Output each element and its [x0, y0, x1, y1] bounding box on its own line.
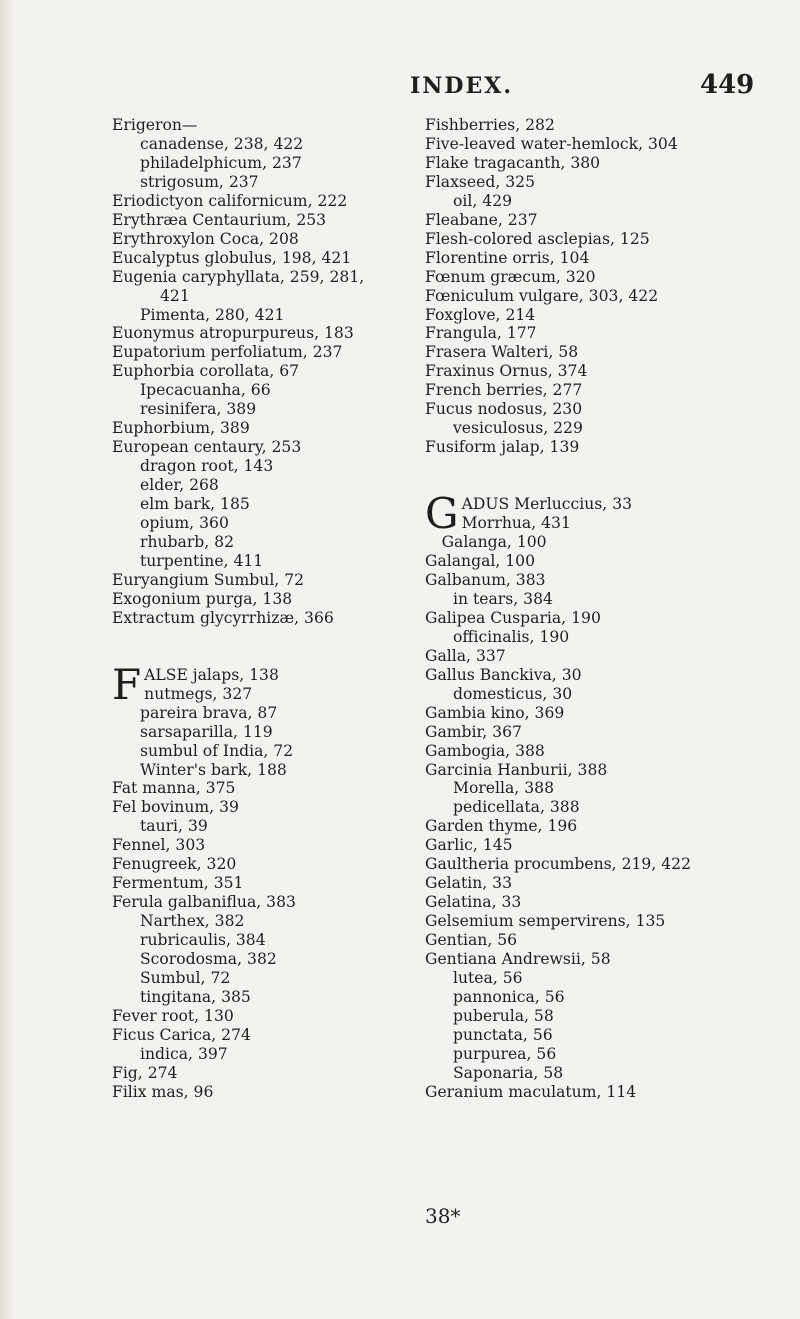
- index-entry: Fig, 274: [112, 1063, 178, 1082]
- index-entry: Gambogia, 388: [425, 741, 545, 760]
- index-entry: Extractum glycyrrhizæ, 366: [112, 608, 334, 627]
- index-subentry: Pimenta, 280, 421: [140, 305, 285, 324]
- section-gap: [112, 628, 457, 666]
- page-spine-shadow: [0, 0, 14, 1319]
- index-subentry: dragon root, 143: [140, 457, 274, 476]
- index-entry: Flake tragacanth, 380: [425, 153, 601, 172]
- index-entry: Fishberries, 282: [425, 116, 555, 134]
- index-entry: Euonymus atropurpureus, 183: [112, 324, 354, 343]
- index-subentry: tingitana, 385: [140, 987, 251, 1006]
- index-entry: Fraxinus Ornus, 374: [425, 362, 588, 381]
- index-entry: Erigeron—: [112, 116, 198, 134]
- index-entry: Galanga, 100: [441, 533, 547, 552]
- index-entry: Morrhua, 431: [461, 514, 571, 533]
- index-subentry: turpentine, 411: [140, 551, 264, 570]
- index-subentry: indica, 397: [140, 1044, 228, 1063]
- index-entry: Five-leaved water-hemlock, 304: [425, 134, 678, 153]
- index-entry: Eucalyptus globulus, 198, 421: [112, 248, 352, 267]
- index-entry: Euphorbia corollata, 67: [112, 362, 300, 381]
- index-entry: Gallus Banckiva, 30: [425, 665, 582, 684]
- index-entry: Gentiana Andrewsii, 58: [425, 950, 611, 969]
- index-subentry: elm bark, 185: [140, 495, 250, 514]
- left-column: [112, 116, 457, 1102]
- index-subentry: Sumbul, 72: [140, 968, 231, 987]
- index-subentry: oil, 429: [453, 191, 513, 210]
- section-gap: [425, 457, 770, 495]
- index-subentry: rhubarb, 82: [140, 532, 235, 551]
- index-group-g: [425, 533, 770, 1102]
- index-entry: Fel bovinum, 39: [112, 798, 239, 817]
- index-entry: Euryangium Sumbul, 72: [112, 570, 305, 589]
- index-entry: Galipea Cusparia, 190: [425, 608, 601, 627]
- index-entry: Garden thyme, 196: [425, 817, 578, 836]
- index-entry: Eugenia caryphyllata, 259, 281,: [112, 267, 365, 286]
- index-subentry: puberula, 58: [453, 1006, 554, 1025]
- index-subentry: Winter's bark, 188: [140, 760, 287, 779]
- index-group-e: [112, 116, 457, 628]
- index-entry: Fenugreek, 320: [112, 855, 237, 874]
- index-subentry: purpurea, 56: [453, 1044, 557, 1063]
- index-subentry: in tears, 384: [453, 589, 553, 608]
- index-entry: Gelatina, 33: [425, 893, 522, 912]
- index-group-f-continued: [425, 116, 770, 457]
- index-entry: Geranium maculatum, 114: [425, 1082, 637, 1101]
- index-entry: Fœnum græcum, 320: [425, 267, 596, 286]
- index-entry: Fennel, 303: [112, 836, 206, 855]
- index-subentry: canadense, 238, 422: [140, 134, 304, 153]
- signature-mark: 38*: [425, 1204, 461, 1228]
- index-entry: ADUS Merluccius, 33: [461, 495, 633, 514]
- index-entry: European centaury, 253: [112, 438, 302, 457]
- index-entry: Frangula, 177: [425, 324, 537, 343]
- index-entry: Flaxseed, 325: [425, 172, 536, 191]
- index-entry: Garcinia Hanburii, 388: [425, 760, 608, 779]
- index-entry: Gentian, 56: [425, 931, 518, 950]
- index-subentry: elder, 268: [140, 476, 219, 495]
- index-letter-f: [112, 659, 457, 709]
- index-subentry: resinifera, 389: [140, 400, 257, 419]
- index-subentry: Saponaria, 58: [453, 1063, 564, 1082]
- index-subentry: 421: [160, 286, 190, 305]
- index-group-f: [112, 704, 457, 1102]
- index-entry: Fucus nodosus, 230: [425, 400, 583, 419]
- index-subentry: pedicellata, 388: [453, 798, 580, 817]
- index-subentry: opium, 360: [140, 514, 229, 533]
- index-entry: Frasera Walteri, 58: [425, 343, 579, 362]
- page-header: [0, 70, 800, 102]
- index-subentry: punctata, 56: [453, 1025, 553, 1044]
- index-entry: Euphorbium, 389: [112, 419, 250, 438]
- index-subentry: domesticus, 30: [453, 684, 573, 703]
- index-entry: Fusiform jalap, 139: [425, 438, 580, 457]
- index-entry: Erythroxylon Coca, 208: [112, 229, 299, 248]
- index-entry: ALSE jalaps, 138: [144, 665, 279, 684]
- index-entry: Galbanum, 383: [425, 570, 546, 589]
- index-entry: Garlic, 145: [425, 836, 513, 855]
- index-entry: Ficus Carica, 274: [112, 1025, 251, 1044]
- page-number: 449: [700, 70, 755, 100]
- index-subentry: pareira brava, 87: [140, 703, 278, 722]
- index-entry: Gelsemium sempervirens, 135: [425, 912, 666, 931]
- index-entry: Fermentum, 351: [112, 874, 244, 893]
- index-entry: Flesh-colored asclepias, 125: [425, 229, 650, 248]
- running-head: INDEX.: [410, 73, 513, 99]
- right-column: [425, 116, 770, 1102]
- index-letter-g: [425, 489, 770, 539]
- index-subentry: strigosum, 237: [140, 172, 259, 191]
- index-entry: Filix mas, 96: [112, 1082, 214, 1101]
- index-subentry: rubricaulis, 384: [140, 931, 266, 950]
- index-entry: Gelatin, 33: [425, 874, 513, 893]
- drop-cap-f: F: [112, 659, 142, 709]
- index-subentry: Narthex, 382: [140, 912, 245, 931]
- index-subentry: sumbul of India, 72: [140, 741, 294, 760]
- index-entry: Eupatorium perfoliatum, 237: [112, 343, 343, 362]
- index-entry: French berries, 277: [425, 381, 583, 400]
- index-entry: Fleabane, 237: [425, 210, 538, 229]
- index-subentry: Morella, 388: [453, 779, 554, 798]
- index-entry: Galla, 337: [425, 646, 506, 665]
- index-entry: Gambir, 367: [425, 722, 522, 741]
- index-entry: Exogonium purga, 138: [112, 589, 293, 608]
- index-subentry: Scorodosma, 382: [140, 950, 277, 969]
- index-subentry: tauri, 39: [140, 817, 208, 836]
- index-entry: Galangal, 100: [425, 552, 536, 571]
- index-entry: Eriodictyon californicum, 222: [112, 191, 348, 210]
- drop-cap-g: G: [425, 489, 459, 539]
- index-entry: Ferula galbaniflua, 383: [112, 893, 296, 912]
- index-entry: Foxglove, 214: [425, 305, 536, 324]
- index-subentry: pannonica, 56: [453, 987, 565, 1006]
- index-entry: Gambia kino, 369: [425, 703, 565, 722]
- index-subentry: Ipecacuanha, 66: [140, 381, 271, 400]
- index-entry: Fever root, 130: [112, 1006, 234, 1025]
- index-subentry: officinalis, 190: [453, 627, 570, 646]
- index-entry: Florentine orris, 104: [425, 248, 590, 267]
- index-entry: Erythræa Centaurium, 253: [112, 210, 327, 229]
- index-entry: Fœniculum vulgare, 303, 422: [425, 286, 659, 305]
- index-subentry: lutea, 56: [453, 968, 523, 987]
- index-subentry: sarsaparilla, 119: [140, 722, 273, 741]
- index-entry: Gaultheria procumbens, 219, 422: [425, 855, 692, 874]
- index-subentry: vesiculosus, 229: [453, 419, 583, 438]
- index-subentry: philadelphicum, 237: [140, 153, 302, 172]
- index-entry: Fat manna, 375: [112, 779, 236, 798]
- index-entry: nutmegs, 327: [144, 684, 253, 703]
